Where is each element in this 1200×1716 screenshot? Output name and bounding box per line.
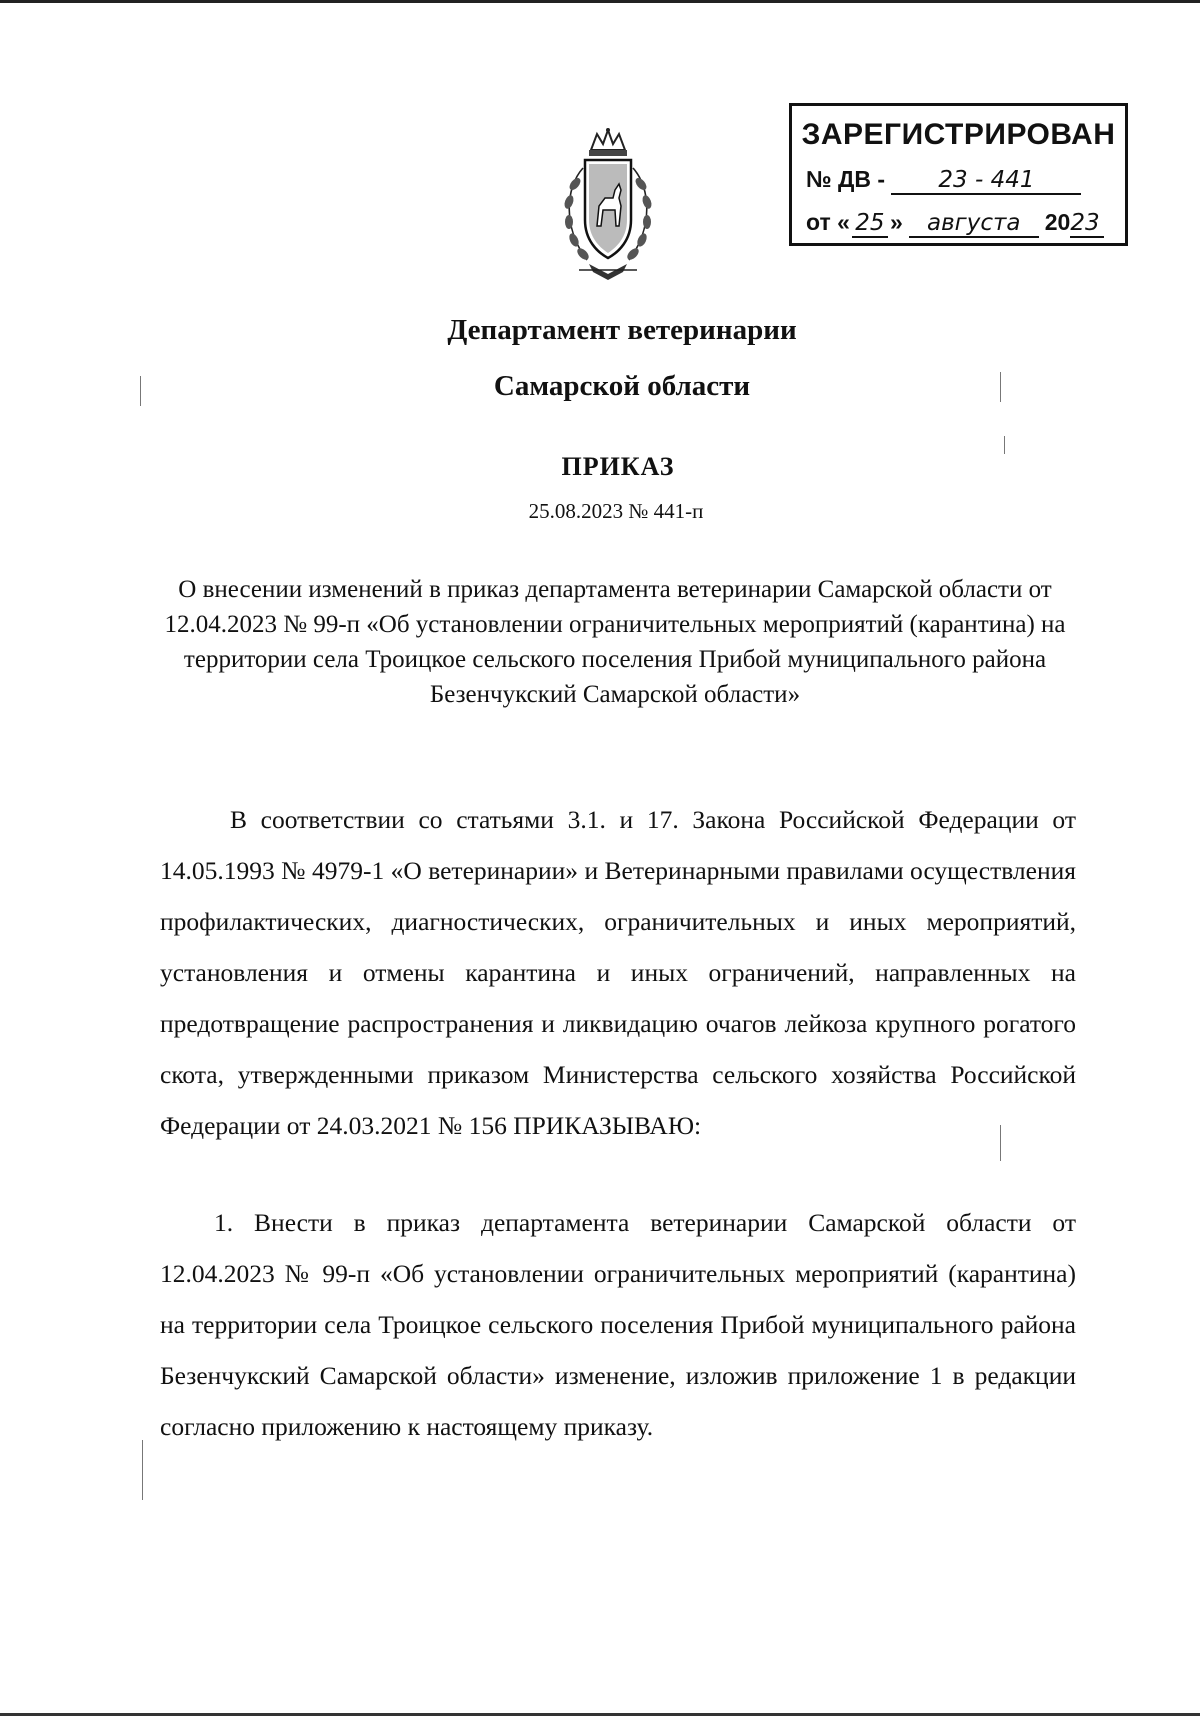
stamp-title: ЗАРЕГИСТРИРОВАН — [801, 118, 1116, 151]
samara-coat-of-arms-icon — [553, 128, 663, 284]
document-subject: О внесении изменений в приказ департамента ветеринарии Самарской области от 12.04.2023 № 99-п «Об установлении ограничительных мероприятий (карантина) на территории села Троицкое сельского поселения Прибой муниципального района Безенчукский Самарской области» — [164, 576, 1066, 708]
scan-speck — [1004, 436, 1005, 454]
stamp-number-prefix: № ДВ - — [806, 166, 886, 192]
scan-speck — [140, 376, 141, 406]
stamp-date-line — [806, 209, 1104, 238]
stamp-date-prefix: от « — [806, 209, 850, 235]
document-date-number: 25.08.2023 № 441-п — [528, 499, 704, 523]
preamble-paragraph: В соответствии со статьями 3.1. и 17. Закона Российской Федерации от 14.05.1993 № 4979-1 «О ветеринарии» и Ветеринарными правилами осуществления профилактических, диагностических, ограничительных и иных мероприятий, установления и отмены карантина и иных ограничений, направленных на предотвращение распространения и ликвидацию очагов лейкоза крупного рогатого скота, утвержденными приказом Министерства сельского хозяйства Российской Федерации от 24.03.2021 № 156 ПРИКАЗЫВАЮ: — [160, 805, 1076, 1140]
scan-speck — [1000, 372, 1001, 402]
document-type-title: ПРИКАЗ — [561, 452, 675, 481]
stamp-number-handwritten: 23 - 441 — [891, 167, 1081, 195]
scan-speck — [1000, 1125, 1001, 1161]
department-name-line2: Самарской области — [493, 370, 751, 402]
stamp-year-handwritten: 23 — [1070, 210, 1104, 238]
stamp-year-prefix: 20 — [1044, 209, 1071, 235]
stamp-day-handwritten: 25 — [852, 210, 888, 238]
scan-edge-top — [0, 0, 1200, 3]
order-item-1: 1. Внести в приказ департамента ветеринарии Самарской области от 12.04.2023 № 99-п «Об установлении ограничительных мероприятий (карантина) на территории села Троицкое сельского поселения Прибой муниципального района Безенчукский Самарской области» изменение, изложив приложение 1 в редакции согласно приложению к настоящему приказу. — [160, 1208, 1076, 1441]
registration-stamp — [789, 103, 1128, 246]
stamp-number-line — [806, 166, 1081, 195]
scan-speck — [142, 1440, 143, 1500]
stamp-date-mid: » — [889, 209, 903, 235]
department-name-line1: Департамент ветеринарии — [447, 314, 797, 346]
stamp-month-handwritten: августа — [909, 210, 1039, 238]
